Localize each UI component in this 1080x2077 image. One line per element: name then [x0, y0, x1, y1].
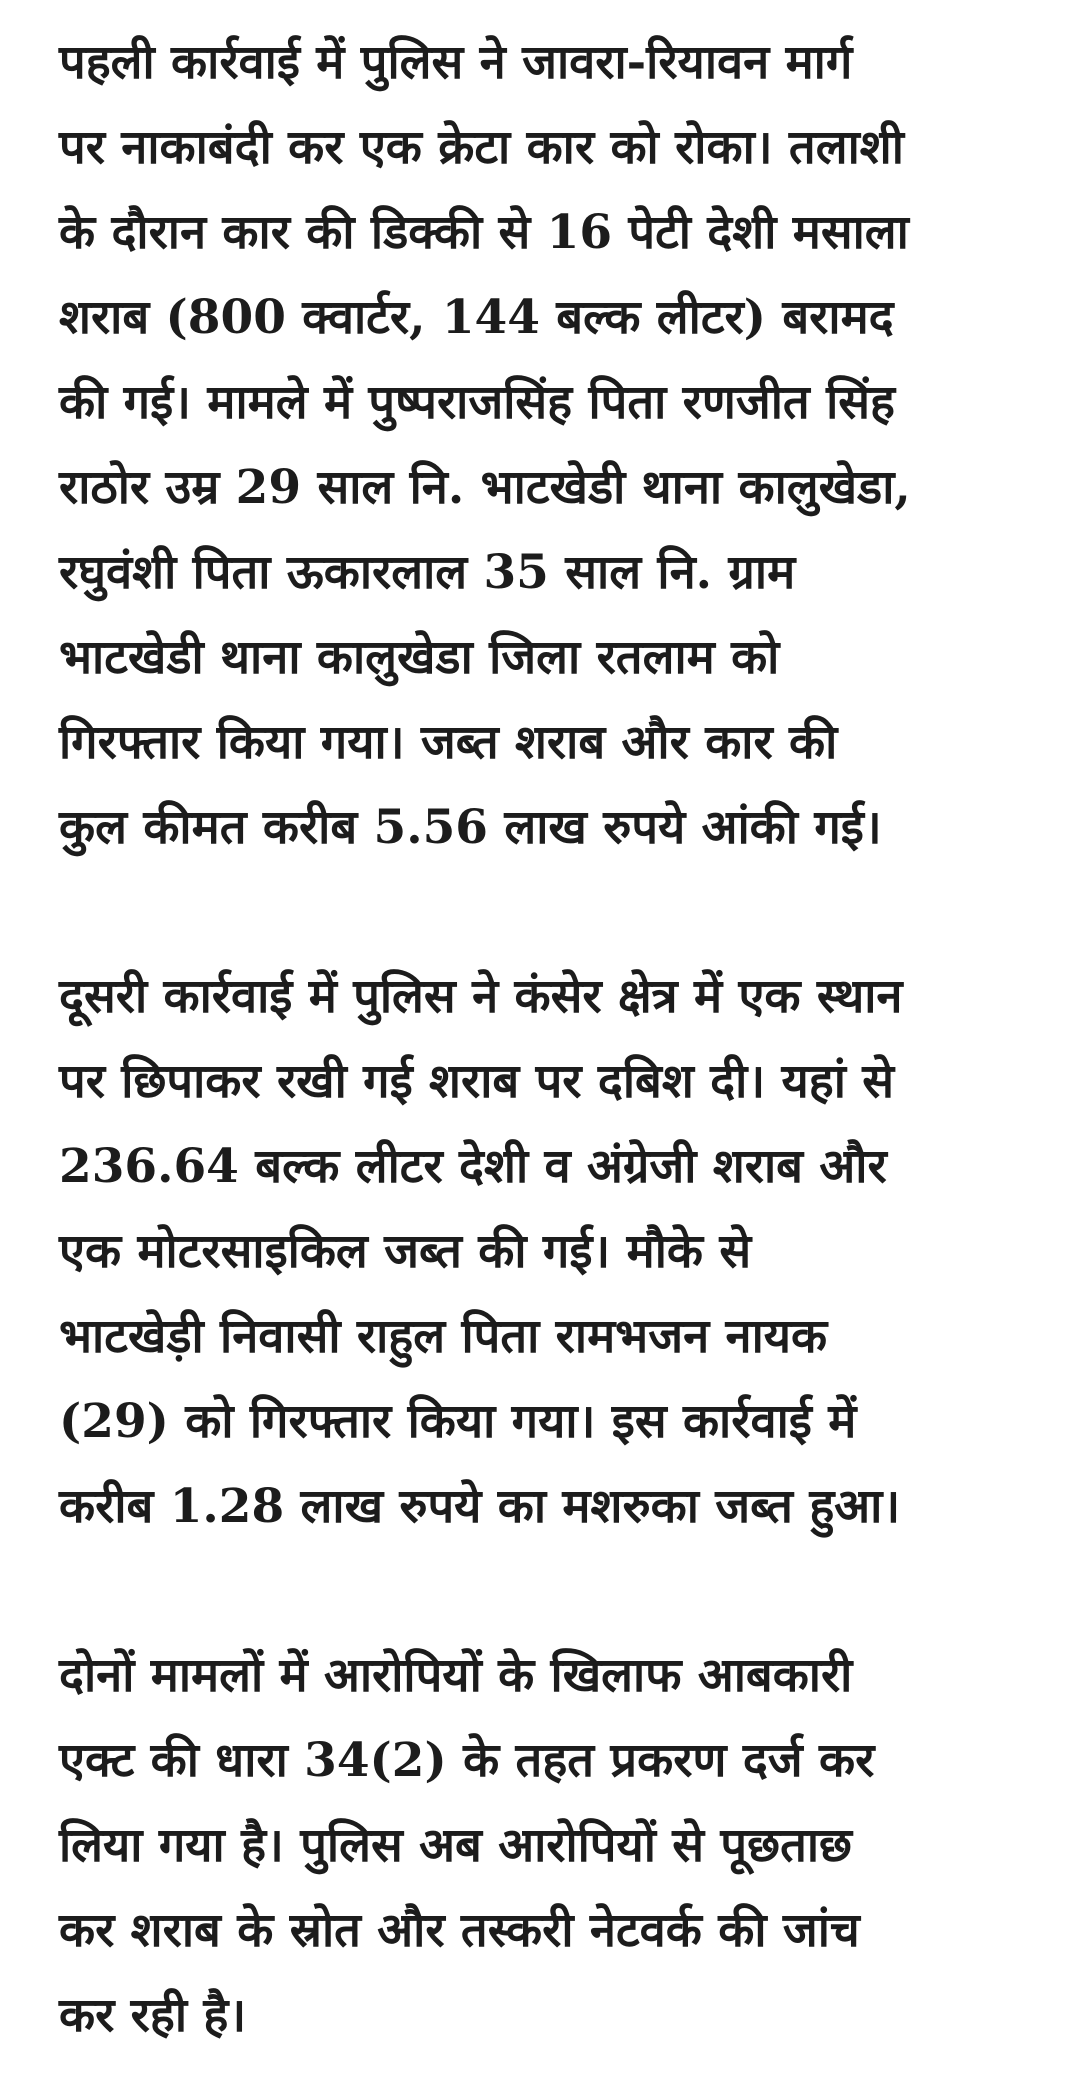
text-line: दोनों मामलों में आरोपियों के खिलाफ आबकारी: [59, 1648, 853, 1703]
paragraph-first-action: [59, 20, 1030, 870]
text-line: शराब (800 क्वार्टर, 144 बल्क लीटर) बरामद: [59, 290, 894, 345]
text-line: कर शराब के स्रोत और तस्करी नेटवर्क की जांच: [59, 1903, 860, 1958]
text-line: 236.64 बल्क लीटर देशी व अंग्रेजी शराब और: [59, 1139, 887, 1194]
text-line: भाटखेड़ी निवासी राहुल पिता रामभजन नायक: [59, 1309, 828, 1364]
text-line: के दौरान कार की डिक्की से 16 पेटी देशी मसाला: [59, 205, 909, 260]
text-line: राठोर उम्र 29 साल नि. भाटखेडी थाना कालुखेडा,: [59, 460, 911, 515]
text-line: एक मोटरसाइकिल जब्त की गई। मौके से: [59, 1224, 752, 1279]
text-line: गिरफ्तार किया गया। जब्त शराब और कार की: [59, 715, 838, 770]
text-line: दूसरी कार्रवाई में पुलिस ने कंसेर क्षेत्र में एक स्थान: [59, 969, 903, 1024]
text-line: भाटखेडी थाना कालुखेडा जिला रतलाम को: [59, 630, 780, 685]
text-line: पर छिपाकर रखी गई शराब पर दबिश दी। यहां से: [59, 1054, 895, 1109]
text-line: पर नाकाबंदी कर एक क्रेटा कार को रोका। तलाशी: [59, 120, 904, 175]
text-line: की गई। मामले में पुष्पराजसिंह पिता रणजीत सिंह: [59, 375, 895, 430]
paragraph-second-action: [59, 954, 1030, 1549]
text-line: करीब 1.28 लाख रुपये का मशरुका जब्त हुआ।: [59, 1479, 901, 1534]
text-line: लिया गया है। पुलिस अब आरोपियों से पूछताछ: [59, 1818, 852, 1873]
text-line: पहली कार्रवाई में पुलिस ने जावरा-रियावन मार्ग: [59, 35, 853, 90]
text-line: रघुवंशी पिता ऊकारलाल 35 साल नि. ग्राम: [59, 545, 796, 600]
text-line: (29) को गिरफ्तार किया गया। इस कार्रवाई में: [59, 1394, 857, 1449]
text-line: कर रही है।: [59, 1988, 247, 2043]
paragraph-conclusion: [59, 1633, 1030, 2058]
text-line: एक्ट की धारा 34(2) के तहत प्रकरण दर्ज कर: [59, 1733, 875, 1788]
text-line: कुल कीमत करीब 5.56 लाख रुपये आंकी गई।: [59, 800, 882, 855]
